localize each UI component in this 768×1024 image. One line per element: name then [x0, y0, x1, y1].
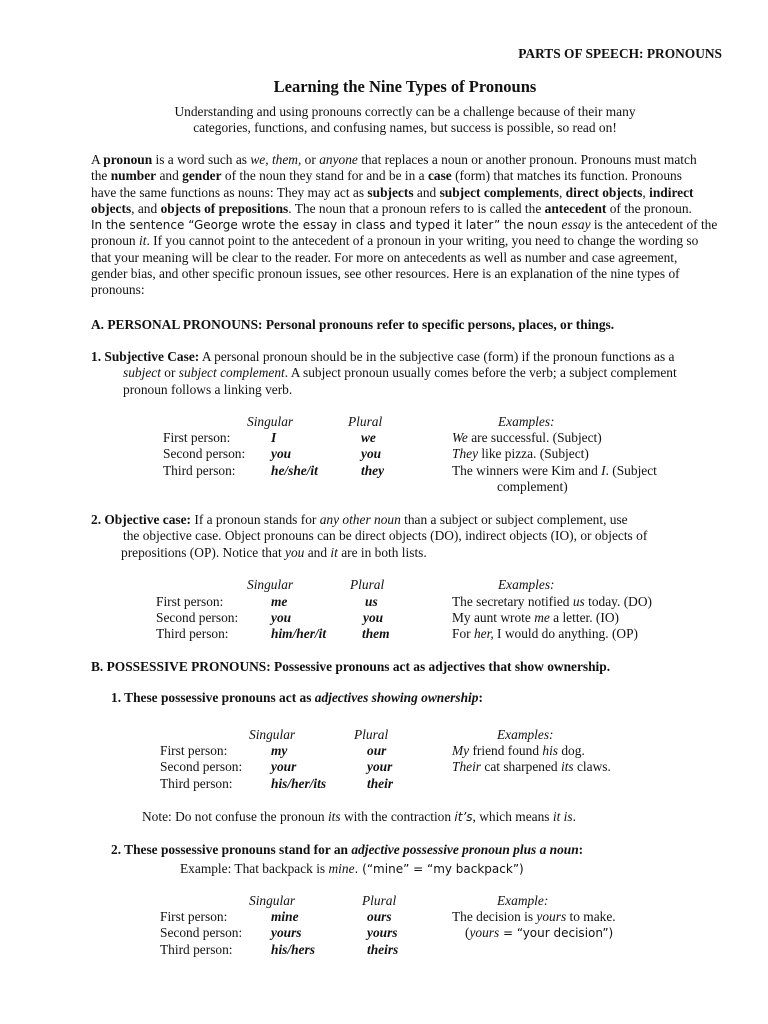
- col-head-examples: Examples:: [498, 577, 555, 592]
- person-label: First person:: [156, 594, 224, 609]
- para-line: the objective case. Object pronouns can be direct objects (DO), indirect objects (IO), or objects of: [123, 528, 648, 544]
- definition-paragraph: [91, 152, 731, 299]
- col-head-examples: Example:: [497, 893, 549, 908]
- running-header: PARTS OF SPEECH: PRONOUNS: [518, 46, 722, 61]
- plural-pronoun: theirs: [367, 942, 399, 957]
- plural-pronoun: our: [367, 743, 387, 758]
- plural-pronoun: yours: [367, 925, 398, 940]
- example-continuation: complement): [497, 479, 568, 494]
- section-a-heading: A. PERSONAL PRONOUNS: Personal pronouns refer to specific persons, places, or things.: [91, 317, 615, 332]
- possessive-nouns-heading: 2. These possessive pronouns stand for an adjective possessive pronoun plus a noun:: [111, 842, 584, 857]
- singular-pronoun: me: [271, 594, 288, 609]
- col-head-examples: Examples:: [497, 727, 554, 742]
- example-sentence: We are successful. (Subject): [452, 430, 602, 445]
- col-head-examples: Examples:: [498, 414, 555, 429]
- para-line: pronoun follows a linking verb.: [123, 381, 293, 397]
- example-sentence: My friend found his dog.: [452, 743, 585, 758]
- person-label: Second person:: [163, 446, 246, 461]
- person-label: Third person:: [160, 942, 233, 957]
- person-label: First person:: [163, 430, 231, 445]
- col-head-plural: Plural: [362, 893, 397, 908]
- person-label: Second person:: [160, 759, 243, 774]
- example-sentence: My aunt wrote me a letter. (IO): [452, 610, 619, 625]
- possessive-nouns-table: [0, 893, 768, 963]
- example-sentence: The secretary notified us today. (DO): [452, 594, 652, 609]
- col-head-plural: Plural: [354, 727, 389, 742]
- col-head-plural: Plural: [350, 577, 385, 592]
- objective-table: [0, 577, 768, 647]
- its-note: Note: Do not confuse the pronoun its with the contraction it’s, which means it is.: [142, 809, 576, 824]
- example-sentence: They like pizza. (Subject): [452, 446, 589, 461]
- section-b-heading: B. POSSESSIVE PRONOUNS: Possessive pronouns act as adjectives that show ownership.: [91, 659, 611, 674]
- para-line: that your meaning will be clear to the reader. For more on antecedents as well as number and case agreement,: [91, 249, 678, 265]
- para-line: objects, and objects of prepositions. The noun that a pronoun refers to is called the antecedent of the pronoun.: [91, 200, 692, 216]
- singular-pronoun: your: [271, 759, 297, 774]
- possessive-adjectives-table: [0, 727, 768, 797]
- objective-case-paragraph: [91, 512, 711, 561]
- possessive-example: Example: That backpack is mine. (“mine” = “my backpack”): [180, 861, 524, 876]
- plural-pronoun: your: [367, 759, 393, 774]
- person-label: Third person:: [156, 626, 229, 641]
- example-sentence: The decision is yours to make.: [452, 909, 616, 924]
- person-label: Third person:: [163, 463, 236, 478]
- singular-pronoun: his/hers: [271, 942, 315, 957]
- para-line: pronouns:: [91, 282, 145, 298]
- para-line: pronoun it. If you cannot point to the antecedent of a pronoun in your writing, you need to change the wording so: [91, 233, 699, 249]
- plural-pronoun: their: [367, 776, 394, 791]
- example-sentence: (yours = “your decision”): [465, 925, 614, 940]
- para-line: 2. Objective case: If a pronoun stands for any other noun than a subject or subject complement, use: [91, 512, 628, 527]
- singular-pronoun: yours: [271, 925, 302, 940]
- singular-pronoun: his/her/its: [271, 776, 327, 791]
- singular-pronoun: you: [271, 610, 292, 625]
- plural-pronoun: you: [361, 446, 382, 461]
- person-label: Third person:: [160, 776, 233, 791]
- para-line: gender bias, and other specific pronoun issues, see other resources. Here is an explanation of the nine types of: [91, 266, 680, 282]
- example-sentence: Their cat sharpened its claws.: [452, 759, 611, 774]
- person-label: First person:: [160, 909, 228, 924]
- singular-pronoun: I: [271, 430, 277, 445]
- subjective-table: [0, 414, 768, 504]
- para-line: prepositions (OP). Notice that you and it are in both lists.: [121, 544, 427, 560]
- para-line: subject or subject complement. A subject pronoun usually comes before the verb; a subject complement: [123, 365, 677, 381]
- para-line: In the sentence “George wrote the essay in class and typed it later” the noun essay is the antecedent of the: [91, 217, 718, 233]
- col-head-singular: Singular: [247, 414, 294, 429]
- col-head-plural: Plural: [348, 414, 383, 429]
- person-label: Second person:: [160, 925, 243, 940]
- col-head-singular: Singular: [247, 577, 294, 592]
- col-head-singular: Singular: [249, 893, 296, 908]
- intro-line: categories, functions, and confusing names, but success is possible, so read on!: [193, 120, 617, 136]
- singular-pronoun: mine: [271, 909, 299, 924]
- para-line: A pronoun is a word such as we, them, or anyone that replaces a noun or another pronoun. Pronouns must match: [91, 152, 697, 167]
- plural-pronoun: you: [363, 610, 384, 625]
- para-line: the number and gender of the noun they stand for and be in a case (form) that matches its function. Pronouns: [91, 168, 682, 184]
- person-label: Second person:: [156, 610, 239, 625]
- possessive-adjectives-heading: 1. These possessive pronouns act as adjectives showing ownership:: [111, 690, 483, 705]
- singular-pronoun: him/her/it: [271, 626, 327, 641]
- plural-pronoun: we: [361, 430, 376, 445]
- intro-line: Understanding and using pronouns correctly can be a challenge because of their many: [174, 104, 636, 119]
- intro-paragraph: [150, 104, 660, 137]
- plural-pronoun: us: [365, 594, 378, 609]
- plural-pronoun: they: [361, 463, 385, 478]
- singular-pronoun: he/she/it: [271, 463, 318, 478]
- person-label: First person:: [160, 743, 228, 758]
- plural-pronoun: ours: [367, 909, 392, 924]
- example-sentence: For her, I would do anything. (OP): [452, 626, 638, 641]
- page-title: Learning the Nine Types of Pronouns: [273, 77, 537, 96]
- para-line: 1. Subjective Case: A personal pronoun should be in the subjective case (form) if the pronoun functions as a: [91, 349, 675, 364]
- col-head-singular: Singular: [249, 727, 296, 742]
- singular-pronoun: you: [271, 446, 292, 461]
- para-line: have the same functions as nouns: They may act as subjects and subject complements, direct objects, indirect: [91, 184, 694, 200]
- example-sentence: The winners were Kim and I. (Subject: [452, 463, 657, 478]
- plural-pronoun: them: [362, 626, 390, 641]
- subjective-case-paragraph: [91, 349, 711, 398]
- singular-pronoun: my: [271, 743, 288, 758]
